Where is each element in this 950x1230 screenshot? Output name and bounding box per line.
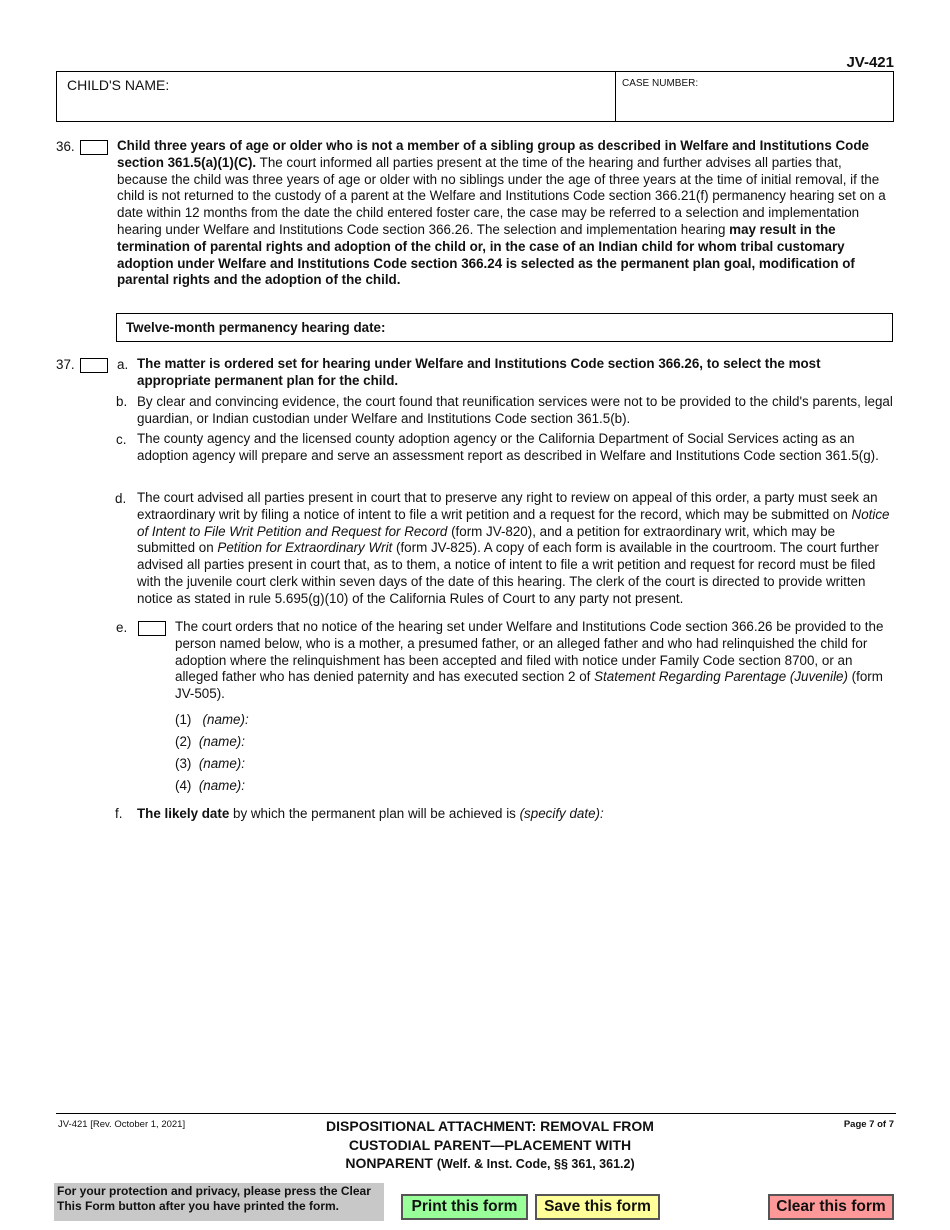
page-number: Page 7 of 7 bbox=[843, 1119, 894, 1130]
item-37c-text: The county agency and the licensed county adoption agency or the California Department of Social Services acting as an adoption agency will prepare and serve an assessment report as described in Welfare and Institutions Code section 361.5(g). bbox=[137, 431, 879, 463]
form-title-line3-wrap bbox=[270, 1154, 710, 1174]
name-row-1[interactable] bbox=[175, 712, 249, 727]
item-36-text bbox=[117, 138, 894, 289]
item-37d-text-part2: (form JV-820), and a petition for extraordinary writ, which may be submitted on bbox=[137, 523, 836, 556]
name-row-number: (2) bbox=[175, 734, 192, 749]
item-36-body: The court informed all parties present at the time of the hearing and further advises all parties that, because the child was three years of age or older with no siblings under the age of three years at the time of initial removal, if the child is not returned to the custody of a parent at the Welfare and Institutions Code section 366.21(f) permanency hearing set on a date within 12 months from the date the child entered foster care, the case may be referred to a selection and implementation hearing under Welfare and Institutions Code section 366.26. The selection and implementation hearing bbox=[117, 154, 886, 237]
name-row-label: (name): bbox=[198, 734, 245, 749]
item-36-number: 36. bbox=[56, 139, 75, 154]
item-37d-text bbox=[137, 490, 894, 608]
permanency-hearing-date-field[interactable] bbox=[116, 313, 893, 342]
case-number-label: CASE NUMBER: bbox=[622, 78, 699, 89]
item-37d-letter: d. bbox=[115, 491, 127, 506]
name-row-label: (name): bbox=[198, 778, 245, 793]
item-37e-text-part1: The court orders that no notice of the hearing set under Welfare and Institutions Code section 366.26 be provided to the person named below, who is a mother, a presumed father, or an alleged father and who had relinquished the child for adoption where the relinquishment has been accepted and filed with notice under Family Code section 8700, or an alleged father who has denied paternity and has executed section 2 of bbox=[175, 619, 884, 685]
footer-rule bbox=[56, 1113, 896, 1114]
caption-divider bbox=[615, 72, 616, 121]
item-37f-body: by which the permanent plan will be achieved is bbox=[229, 806, 520, 821]
name-row-2[interactable] bbox=[175, 734, 245, 749]
privacy-note: For your protection and privacy, please press the Clear This Form button after you have printed the form. bbox=[54, 1183, 384, 1221]
jv-820-form-title: Notice of Intent to File Writ Petition and Request for Record bbox=[137, 506, 890, 539]
item-37f-bold: The likely date bbox=[137, 806, 230, 821]
item-37-number: 37. bbox=[56, 357, 75, 372]
form-revision: JV-421 [Rev. October 1, 2021] bbox=[58, 1119, 186, 1130]
item-37e-text bbox=[175, 619, 895, 703]
item-36-warning: may result in the termination of parental rights and adoption of the child or, in the case of an Indian child for whom tribal customary adoption under Welfare and Institutions Code section 366.24 is selected as the permanent plan goal, modification of parental rights and the adoption of the child. bbox=[117, 221, 855, 288]
item-37b-text: By clear and convincing evidence, the court found that reunification services were not to be provided to the child's parents, legal guardian, or Indian custodian under Welfare and Institutions Code section 361.5(b). bbox=[137, 394, 893, 426]
item-37f-text bbox=[137, 806, 894, 823]
name-row-3[interactable] bbox=[175, 756, 245, 771]
child-name-label: CHILD'S NAME: bbox=[67, 77, 170, 93]
print-form-button[interactable]: Print this form bbox=[401, 1194, 528, 1220]
item-37c-letter: c. bbox=[116, 432, 127, 447]
item-37d-text-part1: The court advised all parties present in court that to preserve any right to review on appeal of this order, a party must seek an extraordinary writ by filing a notice of intent to file a writ petition and a request for the record, which may be submitted on bbox=[137, 490, 878, 522]
item-37-checkbox[interactable] bbox=[80, 358, 108, 373]
item-37d-text-part3: (form JV-825). A copy of each form is available in the courtroom. The court further advised all parties present in court that, as to them, a notice of intent to file a writ petition and request for record must be filed with the juvenile court clerk within seven days of the date of this hearing. The clerk of the court is directed to provide written notice as stated in rule 5.695(g)(10) of the California Rules of Court to any party not present. bbox=[137, 540, 879, 606]
caption-box bbox=[56, 71, 894, 122]
save-form-button[interactable]: Save this form bbox=[535, 1194, 660, 1220]
jv-505-form-title: Statement Regarding Parentage (Juvenile) bbox=[594, 669, 848, 685]
form-title bbox=[270, 1117, 710, 1174]
clear-form-button[interactable]: Clear this form bbox=[768, 1194, 894, 1220]
item-37f-letter: f. bbox=[115, 806, 123, 821]
item-36-checkbox[interactable] bbox=[80, 140, 108, 155]
name-row-number: (1) bbox=[175, 712, 192, 727]
item-37b-letter: b. bbox=[116, 394, 128, 409]
permanency-hearing-date-label: Twelve-month permanency hearing date: bbox=[126, 320, 386, 335]
item-37a-text: The matter is ordered set for hearing under Welfare and Institutions Code section 366.26, to select the most appropriate permanent plan for the child. bbox=[137, 356, 821, 388]
item-37e-text-part2: (form JV-505). bbox=[175, 669, 883, 702]
name-row-label: (name): bbox=[198, 756, 245, 771]
form-title-line1: DISPOSITIONAL ATTACHMENT: REMOVAL FROM bbox=[326, 1118, 654, 1134]
name-row-number: (4) bbox=[175, 778, 192, 793]
item-37a-letter: a. bbox=[117, 357, 129, 372]
item-36-heading: Child three years of age or older who is not a member of a sibling group as described in Welfare and Institutions Code section 361.5(a)(1)(C). bbox=[117, 138, 869, 170]
item-37e-checkbox[interactable] bbox=[138, 621, 166, 636]
name-row-number: (3) bbox=[175, 756, 192, 771]
name-row-4[interactable] bbox=[175, 778, 245, 793]
form-title-line2: CUSTODIAL PARENT—PLACEMENT WITH bbox=[348, 1136, 632, 1153]
item-37f-specify-date: (specify date): bbox=[519, 806, 604, 821]
name-row-label: (name): bbox=[202, 712, 249, 727]
form-title-line3: NONPARENT bbox=[345, 1155, 433, 1171]
item-37e-letter: e. bbox=[116, 620, 128, 635]
form-number: JV-421 bbox=[846, 54, 894, 71]
form-citation: (Welf. & Inst. Code, §§ 361, 361.2) bbox=[436, 1157, 635, 1171]
jv-825-form-title: Petition for Extraordinary Writ bbox=[217, 540, 393, 556]
